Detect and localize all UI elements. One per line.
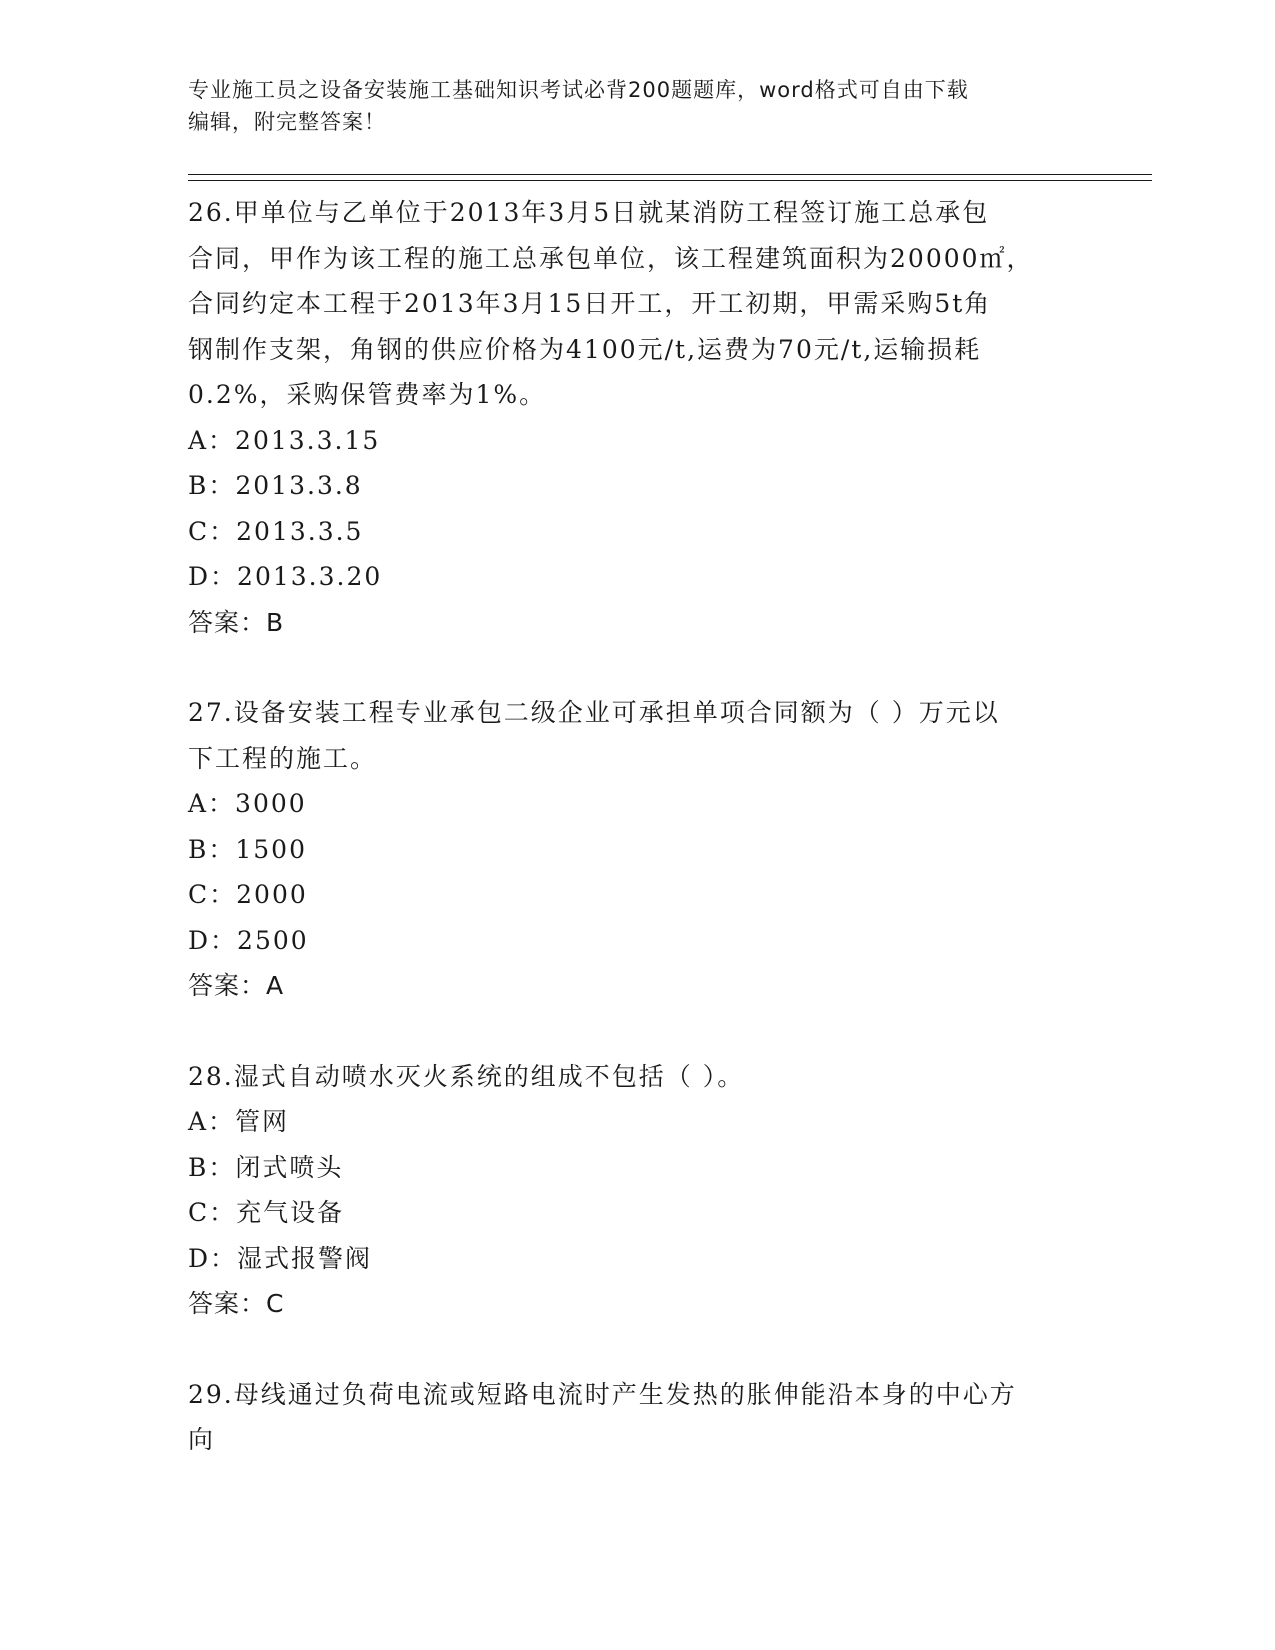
question-line: 28.湿式自动喷水灭火系统的组成不包括（ ）。	[188, 1061, 745, 1091]
answer: 答案：A	[188, 971, 285, 1000]
question-line: 0.2%，采购保管费率为1%。	[188, 380, 547, 409]
question-line: 钢制作支架，角钢的供应价格为4100元/t,运费为70元/t,运输损耗	[188, 334, 982, 364]
option-c: C：2013.3.5	[188, 516, 364, 546]
question-spacer	[188, 645, 1078, 690]
question-text	[188, 1372, 1078, 1463]
question-text	[188, 190, 1078, 418]
header-divider-bottom	[188, 180, 1152, 181]
option-a: A：管网	[188, 1107, 290, 1136]
question-line: 27.设备安装工程专业承包二级企业可承担单项合同额为（ ）万元以	[188, 698, 1000, 727]
question-26	[188, 190, 1078, 645]
document-header	[188, 74, 1068, 138]
question-line: 26.甲单位与乙单位于2013年3月5日就某消防工程签订施工总承包	[188, 198, 990, 227]
option-d: D：2013.3.20	[188, 562, 383, 591]
question-text	[188, 1054, 1078, 1100]
option-a: A：2013.3.15	[188, 425, 381, 455]
question-line: 合同，甲作为该工程的施工总承包单位，该工程建筑面积为20000㎡，	[188, 243, 1034, 273]
question-text	[188, 690, 1078, 781]
option-d: D：2500	[188, 925, 309, 955]
question-list	[188, 190, 1078, 1463]
question-27	[188, 690, 1078, 1009]
answer: 答案：B	[188, 607, 285, 637]
answer: 答案：C	[188, 1289, 285, 1318]
question-line: 合同约定本工程于2013年3月15日开工，开工初期，甲需采购5t角	[188, 289, 992, 318]
option-d: D：湿式报警阀	[188, 1243, 373, 1273]
question-29	[188, 1372, 1078, 1463]
option-a: A：3000	[188, 789, 307, 818]
question-spacer	[188, 1009, 1078, 1054]
question-28	[188, 1054, 1078, 1327]
option-b: B：1500	[188, 834, 307, 864]
option-b: B：闭式喷头	[188, 1152, 344, 1182]
option-b: B：2013.3.8	[188, 471, 363, 500]
question-spacer	[188, 1327, 1078, 1372]
question-line: 向	[188, 1425, 216, 1454]
option-c: C：充气设备	[188, 1198, 345, 1227]
question-line: 下工程的施工。	[188, 743, 378, 773]
option-c: C：2000	[188, 880, 308, 909]
header-line-2: 编辑，附完整答案！	[188, 110, 386, 134]
header-line-1: 专业施工员之设备安装施工基础知识考试必背200题题库，word格式可自由下载	[188, 78, 969, 102]
question-line: 29.母线通过负荷电流或短路电流时产生发热的胀伸能沿本身的中心方	[188, 1379, 1017, 1409]
header-divider-top	[188, 174, 1152, 175]
